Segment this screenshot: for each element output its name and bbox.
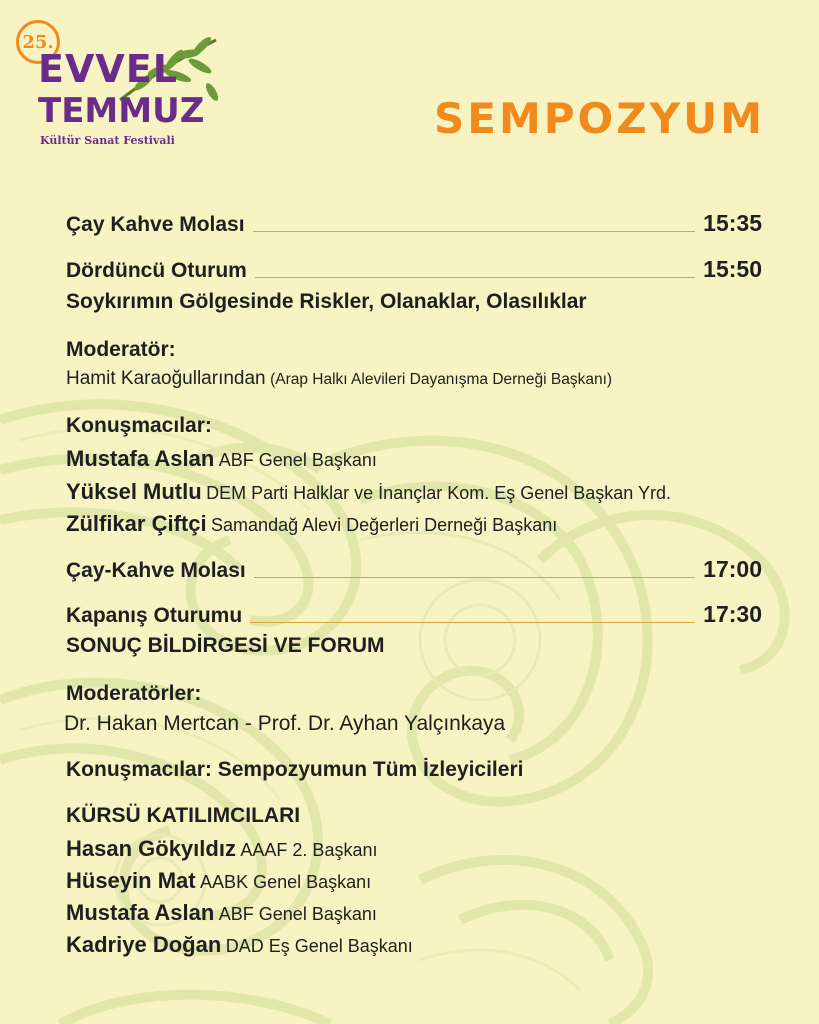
- podium-name: Mustafa Aslan: [66, 900, 215, 925]
- leader-line: [253, 230, 696, 232]
- speaker-name: Mustafa Aslan: [66, 446, 215, 471]
- speaker-role: DEM Parti Halklar ve İnançlar Kom. Eş Genel Başkan Yrd.: [206, 483, 671, 503]
- speaker-item: [66, 511, 557, 537]
- speakers-heading: Konuşmacılar:: [66, 414, 212, 437]
- leader-line: [254, 576, 695, 578]
- closing-session-subtitle: SONUÇ BİLDİRGESİ VE FORUM: [66, 634, 385, 657]
- closing-speakers-line: Konuşmacılar: Sempozyumun Tüm İzleyicileri: [66, 758, 524, 781]
- speaker-role: ABF Genel Başkanı: [218, 450, 377, 470]
- podium-role: ABF Genel Başkanı: [218, 904, 377, 924]
- leader-line: [255, 276, 695, 278]
- podium-role: AABK Genel Başkanı: [200, 872, 372, 892]
- schedule-row-tea-coffee-break: [66, 556, 762, 583]
- tea-coffee-break-label: Çay-Kahve Molası: [66, 559, 246, 582]
- logo-subtitle: Kültür Sanat Festivali: [40, 134, 175, 147]
- fourth-session-time: 15:50: [703, 256, 762, 282]
- speaker-name: Zülfikar Çiftçi: [66, 511, 207, 536]
- speaker-item: [66, 479, 671, 505]
- schedule-row-fourth-session: [66, 256, 762, 283]
- podium-heading: KÜRSÜ KATILIMCILARI: [66, 804, 301, 827]
- logo-word-evvel: EVVEL: [38, 47, 178, 91]
- podium-item: [66, 836, 377, 862]
- podium-name: Hasan Gökyıldız: [66, 836, 236, 861]
- moderators-names: Dr. Hakan Mertcan - Prof. Dr. Ayhan Yalçınkaya: [64, 712, 506, 735]
- tea-break-label: Çay Kahve Molası: [66, 213, 245, 236]
- schedule-row-tea-break: [66, 210, 762, 237]
- schedule-row-closing-session: [66, 601, 762, 628]
- speaker-name: Yüksel Mutlu: [66, 479, 202, 504]
- podium-name: Hüseyin Mat: [66, 868, 196, 893]
- leader-line: [250, 621, 695, 623]
- podium-item: [66, 868, 371, 894]
- anniversary-badge: 25.: [16, 20, 60, 64]
- closing-session-time: 17:30: [703, 601, 762, 627]
- tea-break-time: 15:35: [703, 210, 762, 236]
- fourth-session-subtitle: Soykırımın Gölgesinde Riskler, Olanaklar, Olasılıklar: [66, 290, 587, 313]
- podium-item: [66, 932, 413, 958]
- page-title: SEMPOZYUM: [434, 94, 765, 143]
- podium-name: Kadriye Doğan: [66, 932, 222, 957]
- podium-role: AAAF 2. Başkanı: [240, 840, 378, 860]
- moderator-name: Hamit Karaoğullarından: [66, 368, 266, 389]
- logo-word-temmuz: TEMMUZ: [38, 91, 205, 131]
- speaker-item: [66, 446, 377, 472]
- podium-role: DAD Eş Genel Başkanı: [225, 936, 413, 956]
- closing-session-label: Kapanış Oturumu: [66, 604, 243, 627]
- moderator-role: (Arap Halkı Alevileri Dayanışma Derneği Başkanı): [270, 371, 613, 388]
- moderators-heading: Moderatörler:: [66, 682, 202, 705]
- speaker-role: Samandağ Alevi Değerleri Derneği Başkanı: [211, 515, 558, 535]
- festival-logo: [12, 16, 222, 146]
- moderator-heading: Moderatör:: [66, 338, 176, 361]
- podium-item: [66, 900, 377, 926]
- fourth-session-label: Dördüncü Oturum: [66, 259, 247, 282]
- tea-coffee-break-time: 17:00: [703, 556, 762, 582]
- moderator-line: [66, 368, 612, 390]
